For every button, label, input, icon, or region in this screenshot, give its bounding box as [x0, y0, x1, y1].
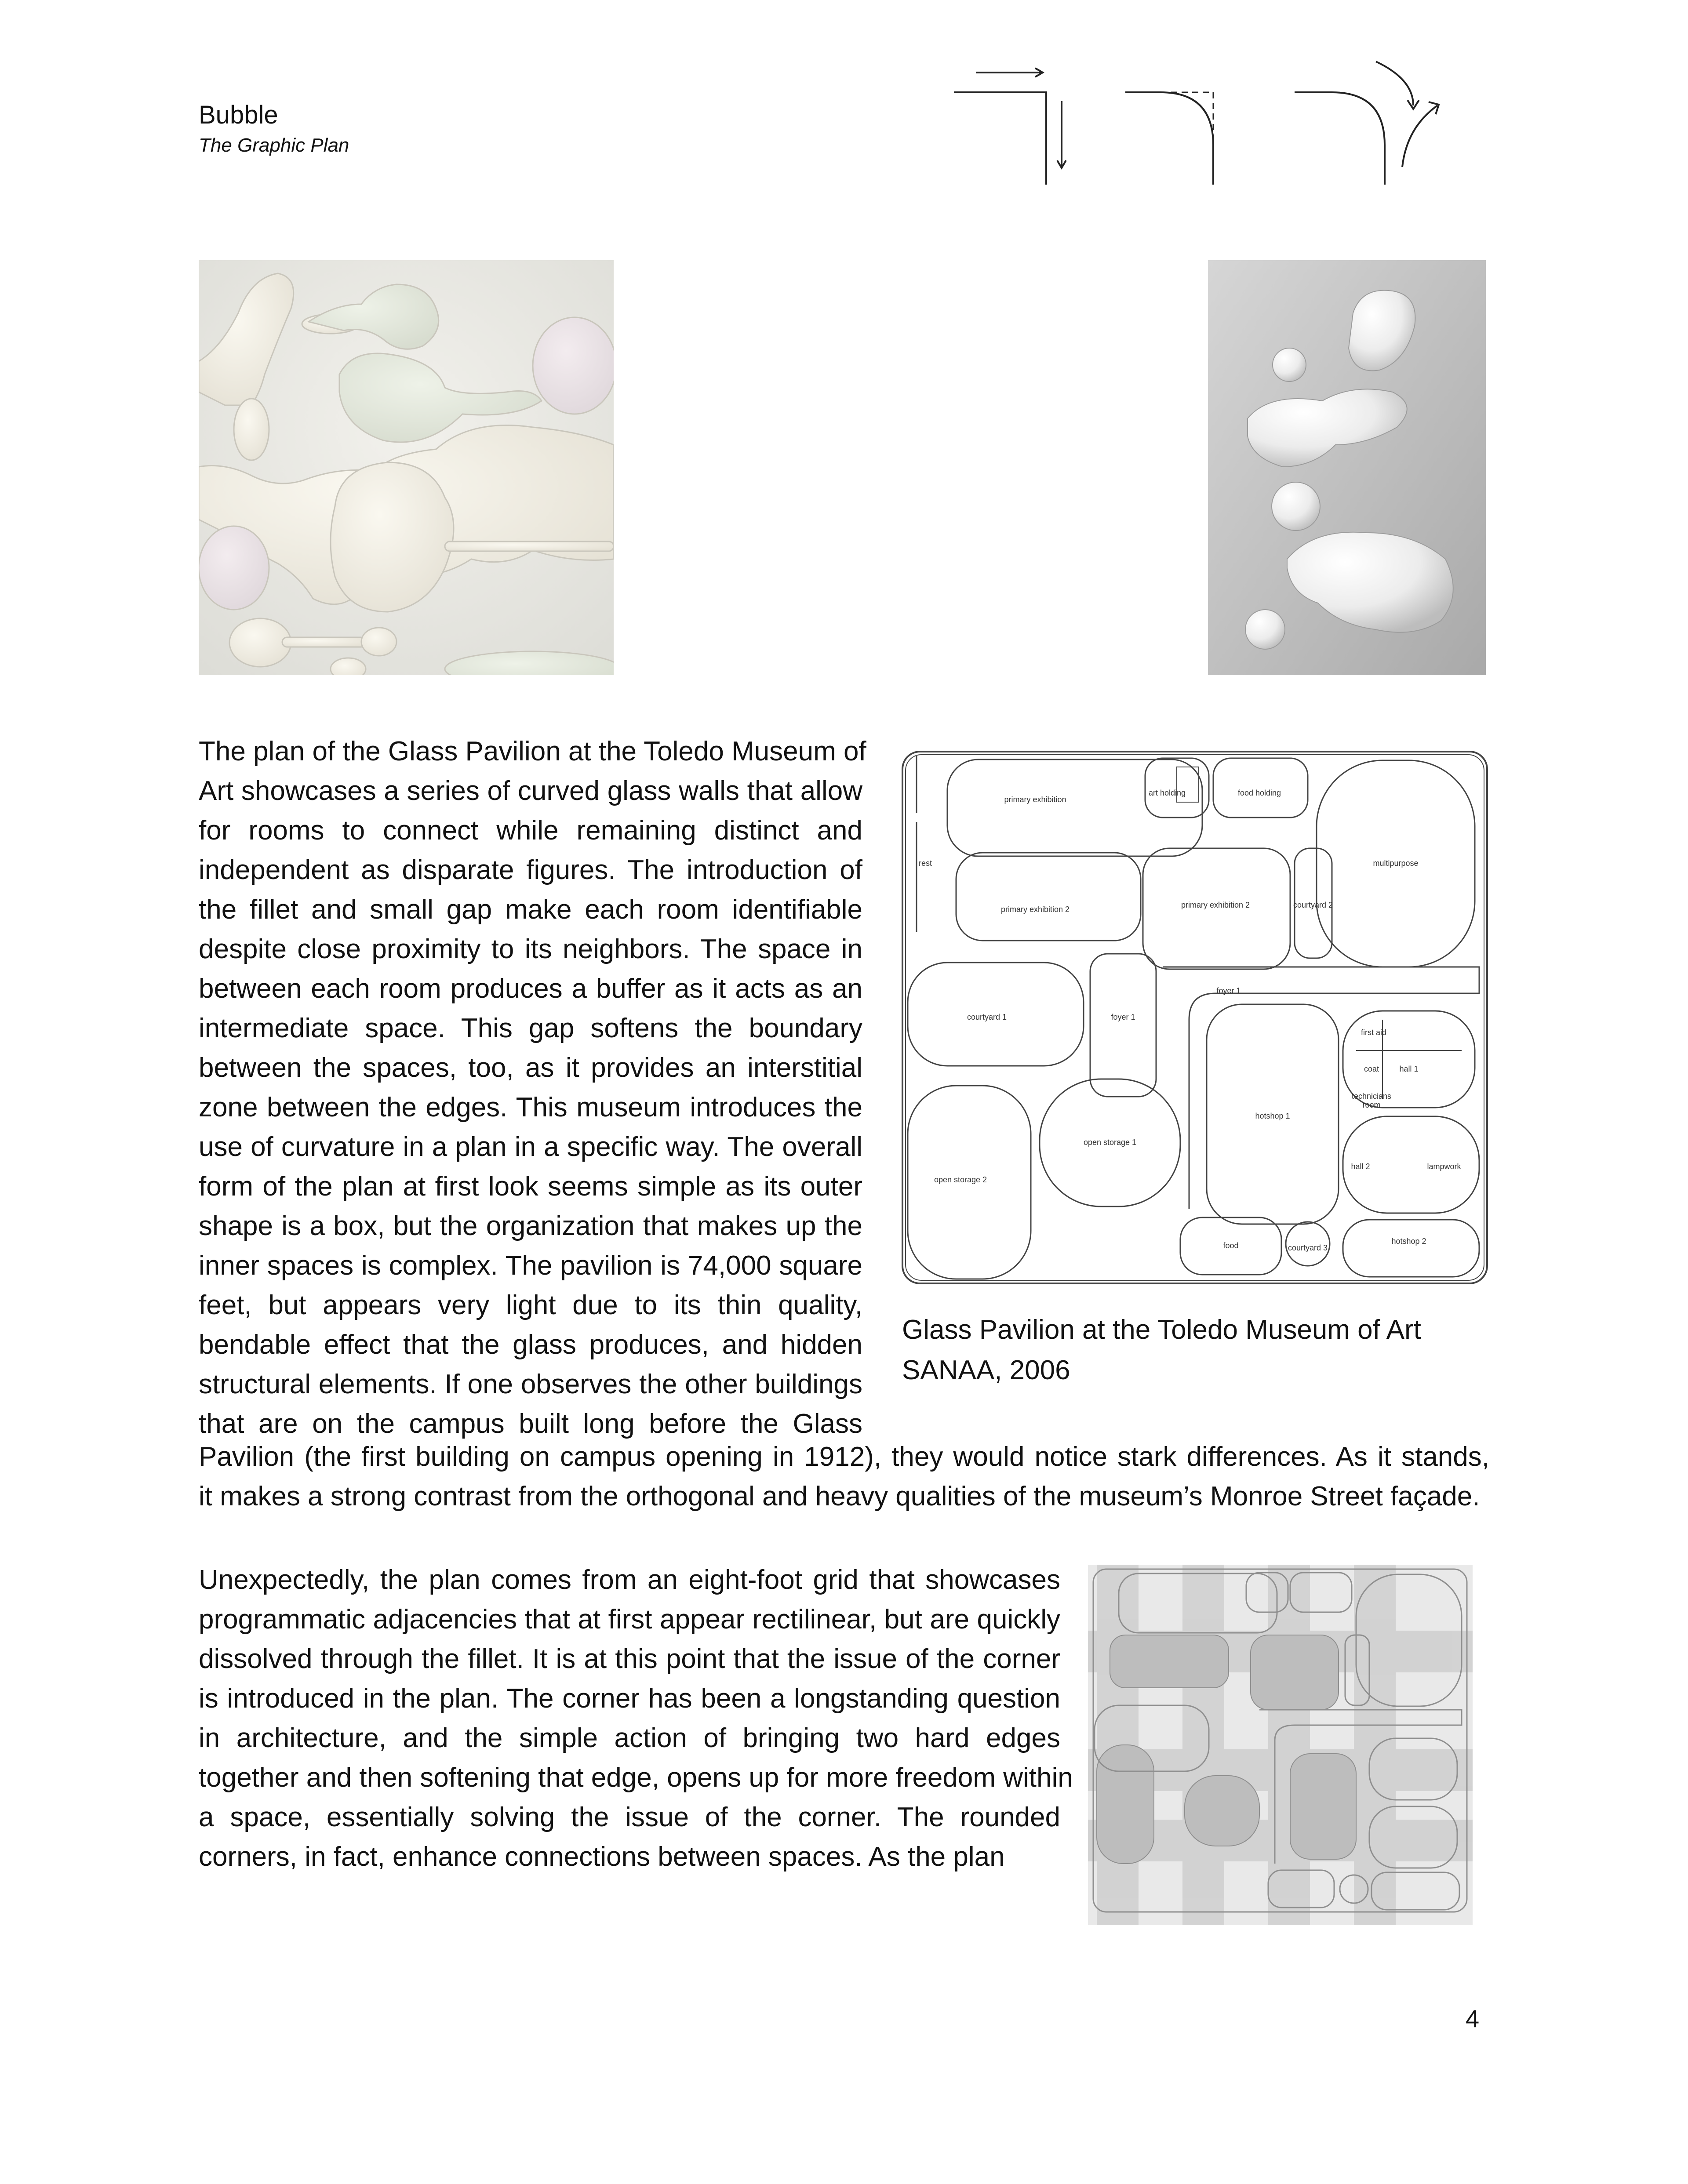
text-line: between the spaces, too, as it provides an interstitial [199, 1053, 862, 1083]
text-line: inner spaces is complex. The pavilion is 74,000 square [199, 1250, 862, 1281]
text-line: that are on the campus built long before the Glass [199, 1409, 862, 1439]
corner-diagrams [945, 53, 1473, 193]
text-line: despite close proximity to its neighbors. The space in [199, 934, 862, 964]
grid-overlay-floor-plan [1088, 1565, 1473, 1925]
plan-label: courtyard 1 [967, 1013, 1007, 1021]
plan-label: primary exhibition [1004, 795, 1066, 804]
text-line: dissolved through the fillet. It is at this point that the issue of the corner [199, 1644, 1060, 1674]
plan-label: primary exhibition 2 [1181, 901, 1250, 909]
figure-caption [902, 1310, 1421, 1391]
plan-label: courtyard 2 [1293, 901, 1333, 909]
glossy-blobs-photo [1208, 260, 1486, 675]
plan-label: coat [1364, 1065, 1379, 1073]
text-line: the fillet and small gap make each room identifiable [199, 894, 862, 925]
paragraph-1-continuation [199, 1437, 1489, 1516]
plan-label: technicians [1351, 1092, 1392, 1101]
caption-line-2: SANAA, 2006 [902, 1355, 1070, 1385]
bubble-relief-photo [199, 260, 614, 675]
text-line: Pavilion (the first building on campus opening in 1912), they would notice stark differences. As it stands, [199, 1442, 1489, 1472]
text-line: Art showcases a series of curved glass walls that allow [199, 776, 862, 806]
caption-line-1: Glass Pavilion at the Toledo Museum of Art [902, 1315, 1421, 1345]
document-title: Bubble [199, 101, 278, 129]
text-line: programmatic adjacencies that at first appear rectilinear, but are quickly [199, 1604, 1060, 1635]
text-line: bendable effect that the glass produces, and hidden [199, 1330, 862, 1360]
plan-label: open storage 2 [934, 1175, 987, 1184]
glass-pavilion-floor-plan [899, 747, 1490, 1290]
plan-label: multipurpose [1373, 859, 1419, 868]
plan-label: primary exhibition 2 [1000, 905, 1070, 914]
plan-label: foyer 1 [1111, 1013, 1135, 1021]
text-line: for rooms to connect while remaining distinct and [199, 815, 862, 846]
text-line: shape is a box, but the organization that makes up the [199, 1211, 862, 1241]
text-line: zone between the edges. This museum introduces the [199, 1092, 862, 1123]
plan-label: hall 2 [1351, 1162, 1370, 1171]
page-number: 4 [1466, 2005, 1480, 2032]
text-line: between each room produces a buffer as it acts as an [199, 974, 862, 1004]
text-line: The plan of the Glass Pavilion at the Toledo Museum of [199, 736, 866, 767]
plan-label: courtyard 3 [1288, 1243, 1328, 1252]
plan-label: room [1362, 1101, 1381, 1109]
text-line: form of the plan at first look seems simple as its outer [199, 1171, 862, 1202]
text-line: Unexpectedly, the plan comes from an eight-foot grid that showcases [199, 1565, 1060, 1595]
text-line: in architecture, and the simple action of bringing two hard edges [199, 1723, 1060, 1753]
paragraph-1 [199, 732, 866, 1444]
fillet-corner-diagram [1125, 92, 1213, 185]
plan-label: hotshop 1 [1255, 1112, 1290, 1120]
plan-label: rest [918, 859, 932, 868]
paragraph-2 [199, 1560, 1073, 1877]
plan-label: food holding [1237, 789, 1281, 797]
text-line: is introduced in the plan. The corner has been a longstanding question [199, 1683, 1060, 1714]
text-line: use of curvature in a plan in a specific way. The overall [199, 1132, 862, 1162]
text-line: together and then softening that edge, opens up for more freedom within [199, 1762, 1073, 1793]
soft-corner-diagram [1295, 62, 1439, 185]
document-subtitle: The Graphic Plan [199, 134, 349, 156]
text-line: a space, essentially solving the issue of the corner. The rounded [199, 1802, 1060, 1832]
plan-label: hall 1 [1399, 1065, 1419, 1073]
text-line: it makes a strong contrast from the orthogonal and heavy qualities of the museum’s Monroe Street façade. [199, 1481, 1480, 1512]
plan-label: foyer 1 [1216, 986, 1241, 995]
text-line: independent as disparate figures. The introduction of [199, 855, 862, 885]
text-line: structural elements. If one observes the other buildings [199, 1369, 862, 1399]
text-line: corners, in fact, enhance connections between spaces. As the plan [199, 1842, 1005, 1872]
plan-label: art holding [1148, 789, 1186, 797]
hard-corner-diagram [954, 68, 1066, 185]
text-line: intermediate space. This gap softens the boundary [199, 1013, 862, 1043]
text-line: feet, but appears very light due to its thin quality, [199, 1290, 862, 1320]
plan-label: hotshop 2 [1391, 1237, 1426, 1246]
plan-label: lampwork [1427, 1162, 1461, 1171]
plan-label: open storage 1 [1083, 1138, 1137, 1147]
plan-label: food [1223, 1241, 1239, 1250]
plan-label: first aid [1361, 1028, 1387, 1037]
